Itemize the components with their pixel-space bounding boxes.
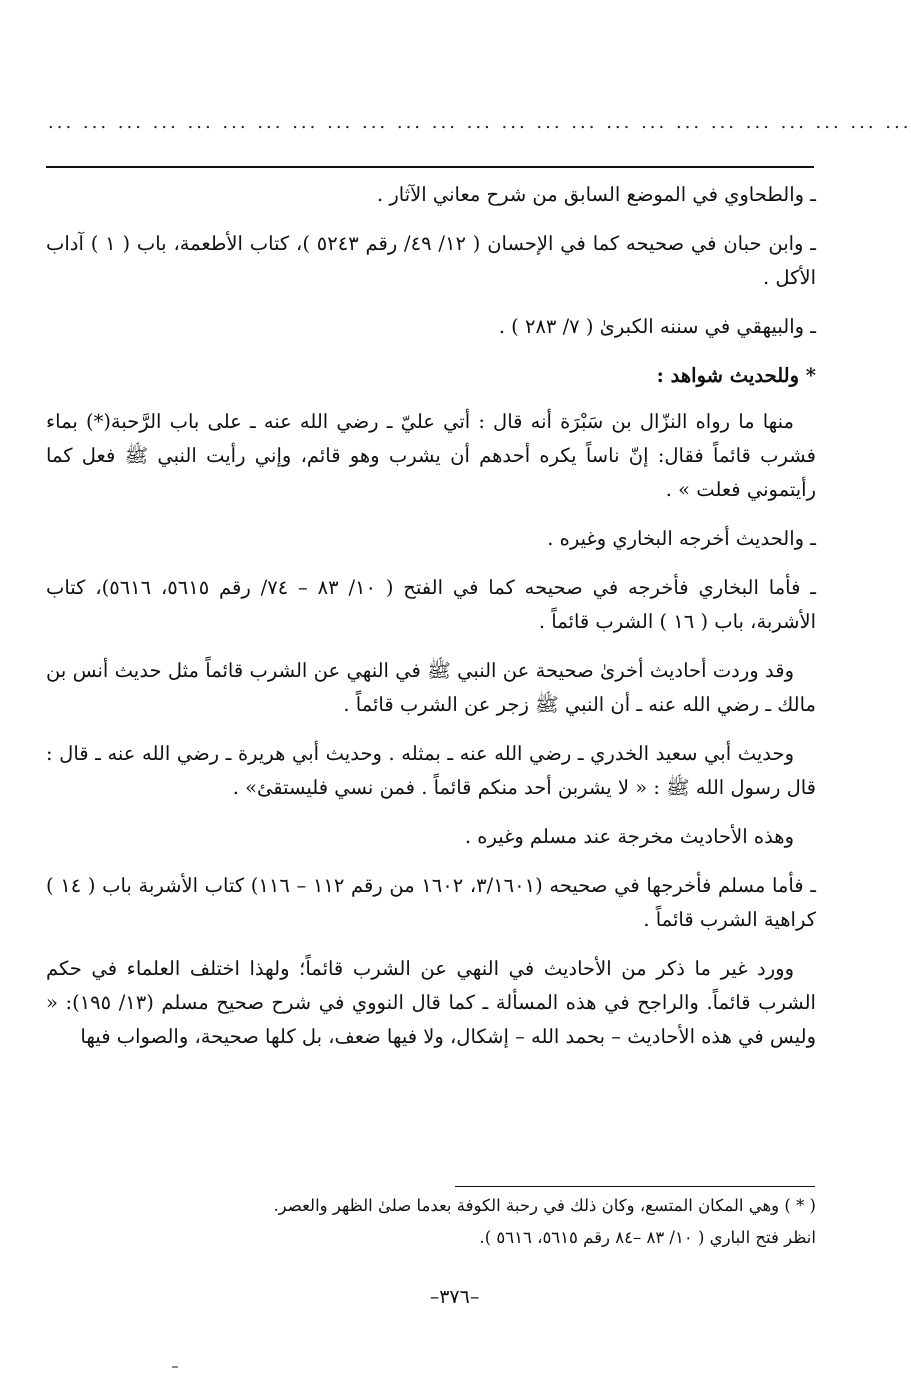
paragraph-other-hadith: وقد وردت أحاديث أخرىٰ صحيحة عن النبي ﷺ في النهي عن الشرب قائماً مثل حديث أنس بن مالك ـ رضي الله عنه ـ أن النبي ﷺ زجر عن الشرب قائماً . [46,659,816,716]
page-number: –٣٧٦– [429,1286,480,1308]
footnotes [46,1190,816,1254]
paragraph-abu-said: وحديث أبي سعيد الخدري ـ رضي الله عنه ـ بمثله . وحديث أبي هريرة ـ رضي الله عنه ـ قال : قال رسول الله ﷺ : « لا يشربن أحد منكم قائماً . فمن نسي فليستقئ» . [46,742,816,799]
paragraph-muslim-source: ـ فأما مسلم فأخرجها في صحيحه (٣/١٦٠١، ١٦٠٢ من رقم ١١٢ – ١١٦) كتاب الأشربة باب ( ١٤ ) كراهية الشرب قائماً . [46,874,816,931]
footnote-2: انظر فتح الباري ( ١٠/ ٨٣ –٨٤ رقم ٥٦١٥، ٥٦١٦ ). [479,1228,816,1247]
footnote-1: ( * ) وهي المكان المتسع، وكان ذلك في رحبة الكوفة بعدما صلىٰ الظهر والعصر. [273,1196,816,1215]
footnote-rule [455,1186,815,1187]
scan-speck [172,1366,178,1368]
section-heading: * وللحديث شواهد : [656,364,816,387]
paragraph-nazzal: منها ما رواه النزّال بن سَبْرَة أنه قال : أتي عليّ ـ رضي الله عنه ـ على باب الرَّحبة(*) بماء فشرب قائماً فقال: إنّ ناساً يكره أحدهم أن يشرب وهو قائم، وإني رأيت النبي ﷺ فعل كما رأيتموني فعلت » . [46,410,816,501]
paragraph-ibn-hibban: ـ وابن حبان في صحيحه كما في الإحسان ( ١٢/ ٤٩/ رقم ٥٢٤٣ )، كتاب الأطعمة، باب ( ١ ) آداب الأكل . [46,232,816,289]
main-text [46,178,816,1069]
header-rule [46,166,814,168]
paragraph-muslim-intro: وهذه الأحاديث مخرجة عند مسلم وغيره . [464,825,794,848]
paragraph-tahawi: ـ والطحاوي في الموضع السابق من شرح معاني الآثار . [376,183,816,206]
paragraph-bukhari-source: ـ فأما البخاري فأخرجه في صحيحه كما في الفتح ( ١٠/ ٨٣ – ٧٤/ رقم ٥٦١٥، ٥٦١٦)، كتاب الأشربة، باب ( ١٦ ) الشرب قائماً . [46,576,816,633]
paragraph-bayhaqi: ـ والبيهقي في سننه الكبرىٰ ( ٧/ ٢٨٣ ) . [498,315,816,338]
continuation-dots: ... ... ... ... ... ... ... ... ... ... ... ... ... ... ... ... ... ... ... ... ... ... ... ... ... [48,112,911,133]
paragraph-ruling: وورد غير ما ذكر من الأحاديث في النهي عن الشرب قائماً؛ ولهذا اختلف العلماء في حكم الشرب قائماً. والراجح في هذه المسألة ـ كما قال النووي في شرح صحيح مسلم (١٣/ ١٩٥): « وليس في هذه الأحاديث – بحمد الله – إشكال، ولا فيها ضعف، بل كلها صحيحة، والصواب فيها [46,957,816,1048]
paragraph-bukhari-intro: ـ والحديث أخرجه البخاري وغيره . [547,527,816,550]
